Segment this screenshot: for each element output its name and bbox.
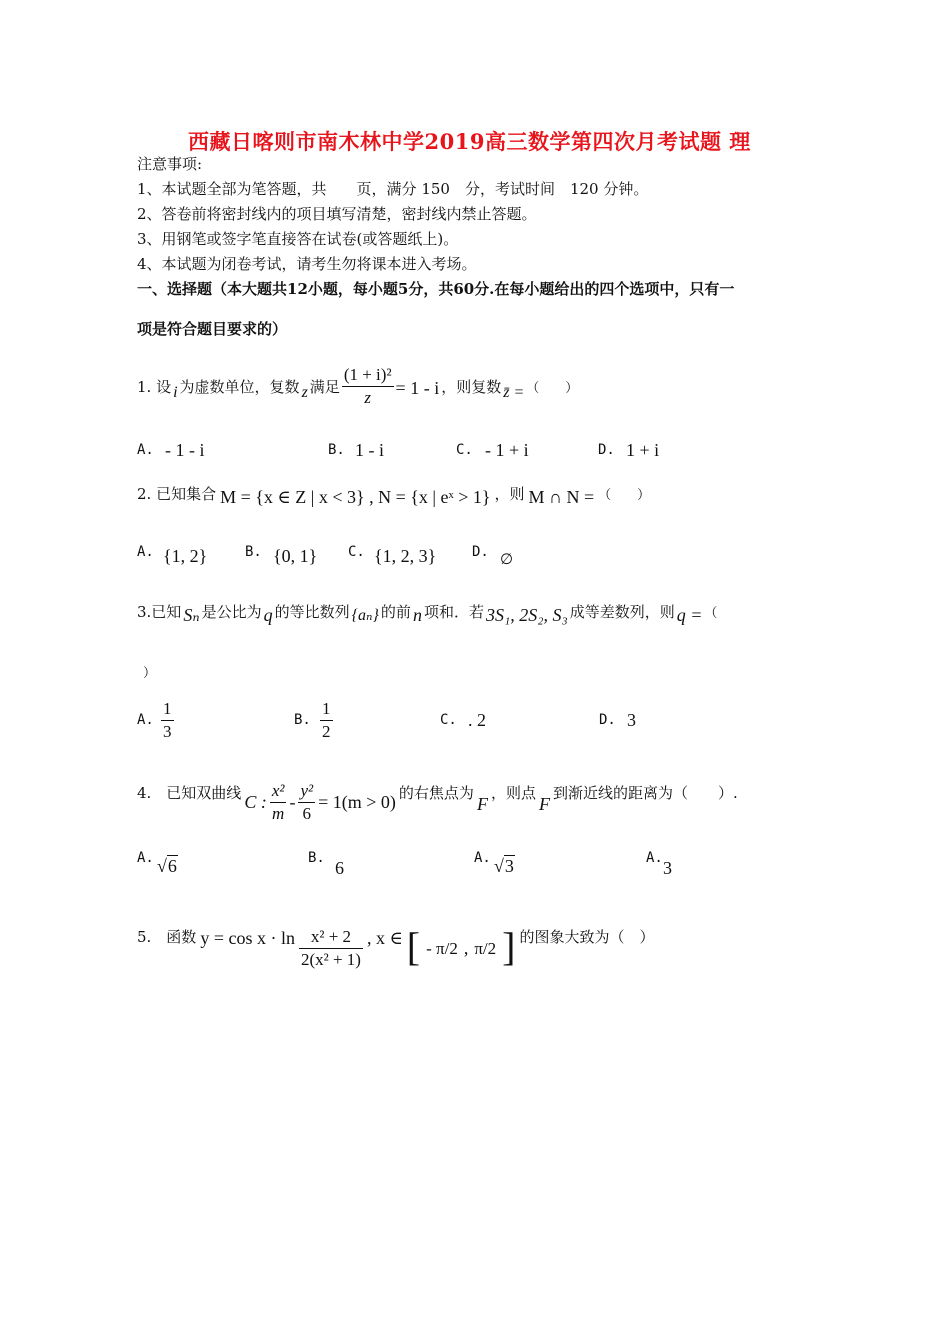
q2-option-a-label: A. — [137, 544, 154, 560]
q4-options — [137, 846, 837, 882]
q4-option-a-value: √6 — [157, 856, 177, 876]
q1-option-c-label: C. — [456, 442, 473, 458]
q4-option-d-label: A. — [646, 850, 663, 866]
q2-option-d-label: D. — [472, 544, 489, 560]
q2-option-b-label: B. — [245, 544, 262, 560]
q4-option-c-value: √3 — [494, 856, 514, 876]
q5-lead: 5. 函数 — [137, 928, 197, 946]
q1-z: z — [301, 383, 308, 401]
q4-f: F — [476, 794, 488, 814]
q4-f2: F — [538, 794, 550, 814]
q2-option-d-value: ∅ — [500, 552, 514, 568]
q3-mid4: 项和．若 — [423, 603, 484, 621]
q2-paren: （ ） — [598, 488, 651, 503]
q4-option-c-radicand: 3 — [504, 856, 514, 876]
q1-option-c-value: - 1 + i — [485, 440, 529, 460]
note-item-1: 1、本试题全部为笔答题，共 页，满分 150 分，考试时间 120 分钟。 — [137, 180, 649, 198]
q4-c: C : — [244, 792, 267, 812]
q4-den-1: m — [272, 804, 285, 823]
q3-option-d-label: D. — [599, 712, 616, 728]
q3-option-a-num: 1 — [161, 698, 174, 721]
note-item-4: 4、本试题为闭卷考试，请考生勿将课本进入考场。 — [137, 255, 477, 273]
q3-option-b-label: B. — [294, 712, 311, 728]
section-heading-line-1: 一、选择题（本大题共12小题，每小题5分，共60分.在每小题给出的四个选项中，只有一 — [137, 280, 735, 298]
q3-equals: q = — [676, 605, 703, 625]
q1-option-b-value: 1 - i — [355, 440, 384, 460]
q3-mid: 是公比为 — [201, 603, 262, 621]
q2-tail: ，则 — [494, 485, 525, 503]
q4-fraction-2 — [298, 780, 315, 825]
q2-intersection: M ∩ N = — [528, 487, 595, 507]
q5-right-bracket: ] — [502, 924, 516, 969]
q1-rhs: = 1 - i — [395, 378, 440, 398]
q1-fraction — [342, 364, 394, 409]
q5-denominator: 2(x² + 1) — [300, 950, 361, 969]
q2-option-a-value: {1, 2} — [163, 546, 208, 566]
q2-lead: 2. 已知集合 — [137, 485, 217, 503]
q4-num-2: y² — [298, 780, 315, 803]
q3-q: q — [263, 605, 273, 625]
q4-mid2: ，则点 — [490, 784, 536, 802]
q1-numerator: (1 + i)² — [342, 364, 394, 387]
q4-option-d-value: 3 — [663, 858, 672, 878]
section-heading-line-2: 项是符合题目要求的） — [137, 320, 288, 338]
q1-option-a-label: A. — [137, 442, 154, 458]
q3-an: {aₙ} — [351, 606, 379, 624]
q4-tail: 到渐近线的距离为（ ）. — [552, 784, 738, 802]
note-item-3: 3、用钢笔或签字笔直接答在试卷(或答题纸上)。 — [137, 230, 459, 248]
q1-mid: 为虚数单位，复数 — [179, 378, 300, 396]
note-item-2: 2、答卷前将密封线内的项目填写清楚，密封线内禁止答题。 — [137, 205, 537, 223]
q2-option-b-value: {0, 1} — [273, 546, 318, 566]
q4-rhs: = 1(m > 0) — [318, 792, 396, 812]
q1-zbar: z̄ = — [503, 383, 525, 401]
page-title: 西藏日喀则市南木林中学2019高三数学第四次月考试题 理 — [188, 129, 751, 154]
q4-mid: 的右焦点为 — [398, 784, 474, 802]
question-4 — [137, 770, 738, 823]
q3-sn: Sₙ — [183, 605, 200, 625]
question-2 — [137, 483, 651, 507]
q2-option-c-value: {1, 2, 3} — [374, 546, 437, 566]
q1-mid2: 满足 — [309, 378, 340, 396]
q4-lead: 4. 已知双曲线 — [137, 784, 242, 802]
q5-interval-start — [424, 938, 460, 960]
q5-interval-start-value: - π/2 — [426, 938, 458, 958]
q1-denominator: z — [364, 388, 371, 407]
q5-tail: 的图象大致为（ ） — [519, 928, 655, 946]
q3-option-a-label: A. — [137, 712, 154, 728]
q3-paren-close: ） — [143, 666, 157, 681]
q3-mid3: 的前 — [380, 603, 411, 621]
q3-option-a-fraction — [161, 698, 174, 743]
q3-paren-open: （ — [704, 606, 718, 621]
q4-fraction-1 — [270, 780, 287, 825]
question-5 — [137, 913, 655, 969]
q3-option-c-value: . 2 — [468, 710, 486, 730]
q3-sequence: 3S₁, 2S₂, S₃ — [485, 605, 568, 625]
q3-option-b-fraction — [320, 698, 333, 743]
q3-option-c-label: C. — [440, 712, 457, 728]
q5-domain: , x ∈ — [366, 928, 403, 948]
q3-mid5: 成等差数列，则 — [569, 603, 675, 621]
q3-option-b-den: 2 — [322, 722, 331, 741]
q5-fraction — [299, 926, 363, 971]
q3-option-d-value: 3 — [627, 710, 636, 730]
q3-lead: 3.已知 — [137, 603, 182, 621]
q3-options — [137, 698, 837, 748]
q4-num-1: x² — [270, 780, 287, 803]
q2-option-c-label: C. — [348, 544, 365, 560]
q5-comma: , — [463, 938, 469, 958]
q1-paren: （ ） — [526, 381, 579, 396]
question-3 — [137, 601, 718, 625]
question-1 — [137, 364, 578, 409]
q4-minus: - — [289, 792, 296, 812]
q1-option-b-label: B. — [328, 442, 345, 458]
q2-expression: M = {x ∈ Z | x < 3} , N = {x | eˣ > 1} — [220, 487, 491, 507]
q5-numerator: x² + 2 — [299, 926, 363, 949]
q5-expression: y = cos x · ln — [200, 928, 295, 948]
q1-option-d-label: D. — [598, 442, 615, 458]
q4-den-2: 6 — [302, 804, 312, 823]
q4-option-a-radicand: 6 — [167, 856, 177, 876]
q3-n: n — [412, 605, 422, 625]
q2-options — [137, 542, 837, 572]
q4-option-b-value: 6 — [335, 858, 344, 878]
q5-interval-end — [472, 938, 498, 960]
q3-option-a-den: 3 — [163, 722, 172, 741]
q4-option-a-label: A. — [137, 850, 154, 866]
q4-option-c-label: A. — [474, 850, 491, 866]
q1-tail: ，则复数 — [441, 378, 502, 396]
q4-option-b-label: B. — [308, 850, 325, 866]
q3-option-b-num: 1 — [320, 698, 333, 721]
notes-heading: 注意事项: — [137, 155, 203, 173]
q1-lead: 1. 设 — [137, 378, 172, 396]
q1-i: i — [173, 383, 178, 401]
q1-option-a-value: - 1 - i — [165, 440, 205, 460]
q1-options — [137, 440, 837, 464]
q5-interval-end-value: π/2 — [474, 938, 497, 958]
q5-left-bracket: [ — [406, 924, 421, 969]
q1-option-d-value: 1 + i — [626, 440, 660, 460]
q3-mid2: 的等比数列 — [274, 603, 350, 621]
